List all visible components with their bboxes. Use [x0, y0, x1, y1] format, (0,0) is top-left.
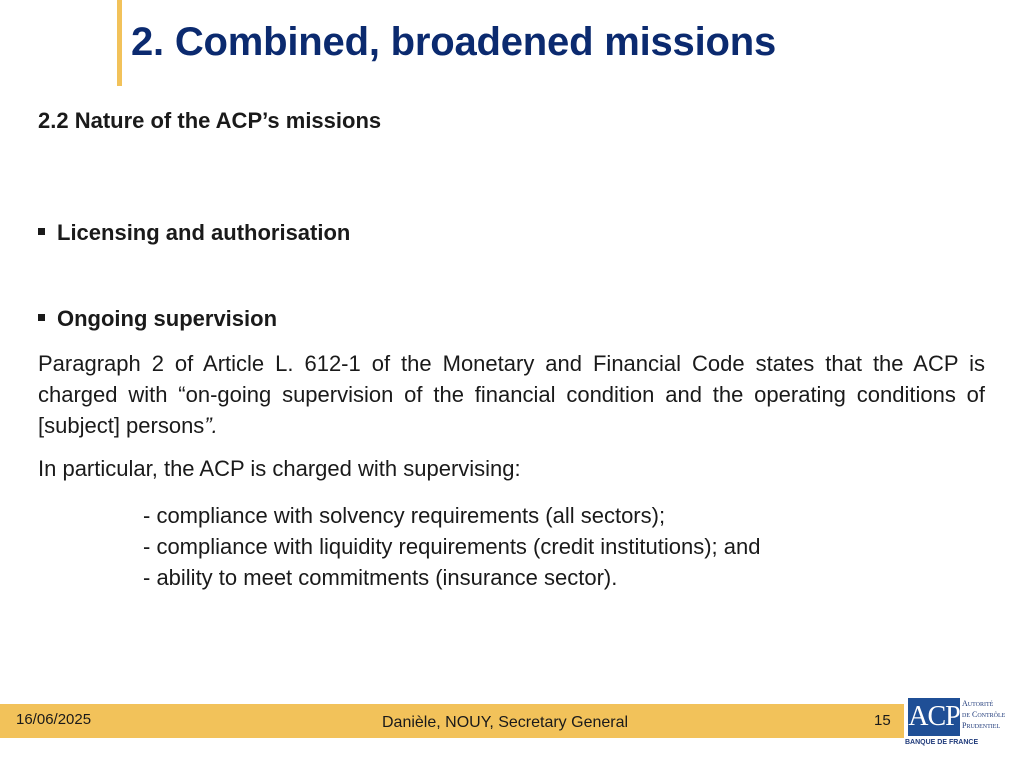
list-item: - compliance with solvency requirements (all sectors);: [143, 503, 666, 528]
slide-title: 2. Combined, broadened missions: [131, 20, 777, 64]
bullet-label: Licensing and authorisation: [57, 220, 351, 245]
logo-line: Autorité: [962, 699, 994, 708]
supervising-intro: In particular, the ACP is charged with supervising:: [38, 456, 521, 481]
logo-line: Prudentiel: [962, 721, 1001, 730]
acp-logo: [904, 696, 1014, 758]
bullet-ongoing-supervision: [38, 306, 277, 332]
title-accent-bar: [117, 0, 122, 86]
square-bullet-icon: [38, 314, 45, 321]
closing-quote: ”.: [204, 413, 218, 438]
logo-bank-name: BANQUE DE FRANCE: [905, 739, 979, 746]
list-item: - compliance with liquidity requirements (credit institutions); and: [143, 534, 761, 559]
list-item: - ability to meet commitments (insurance sector).: [143, 565, 618, 590]
logo-line: de Contrôle: [962, 710, 1006, 719]
logo-acronym: ACP: [908, 701, 960, 732]
bullet-licensing: [38, 220, 350, 246]
article-paragraph-text: Paragraph 2 of Article L. 612-1 of the Monetary and Financial Code states that the ACP is charged with “on-going supervision of the financial condition and the operating conditions of [subject] persons: [38, 351, 985, 438]
footer-author: Danièle, NOUY, Secretary General: [382, 714, 629, 731]
square-bullet-icon: [38, 228, 45, 235]
supervision-list: [143, 500, 760, 593]
page-number: 15: [874, 712, 891, 729]
bullet-label: Ongoing supervision: [57, 306, 278, 331]
section-subtitle: 2.2 Nature of the ACP’s missions: [38, 108, 382, 133]
logo-text: [962, 698, 1005, 731]
footer-date: 16/06/2025: [16, 711, 92, 728]
article-paragraph: [38, 348, 985, 441]
